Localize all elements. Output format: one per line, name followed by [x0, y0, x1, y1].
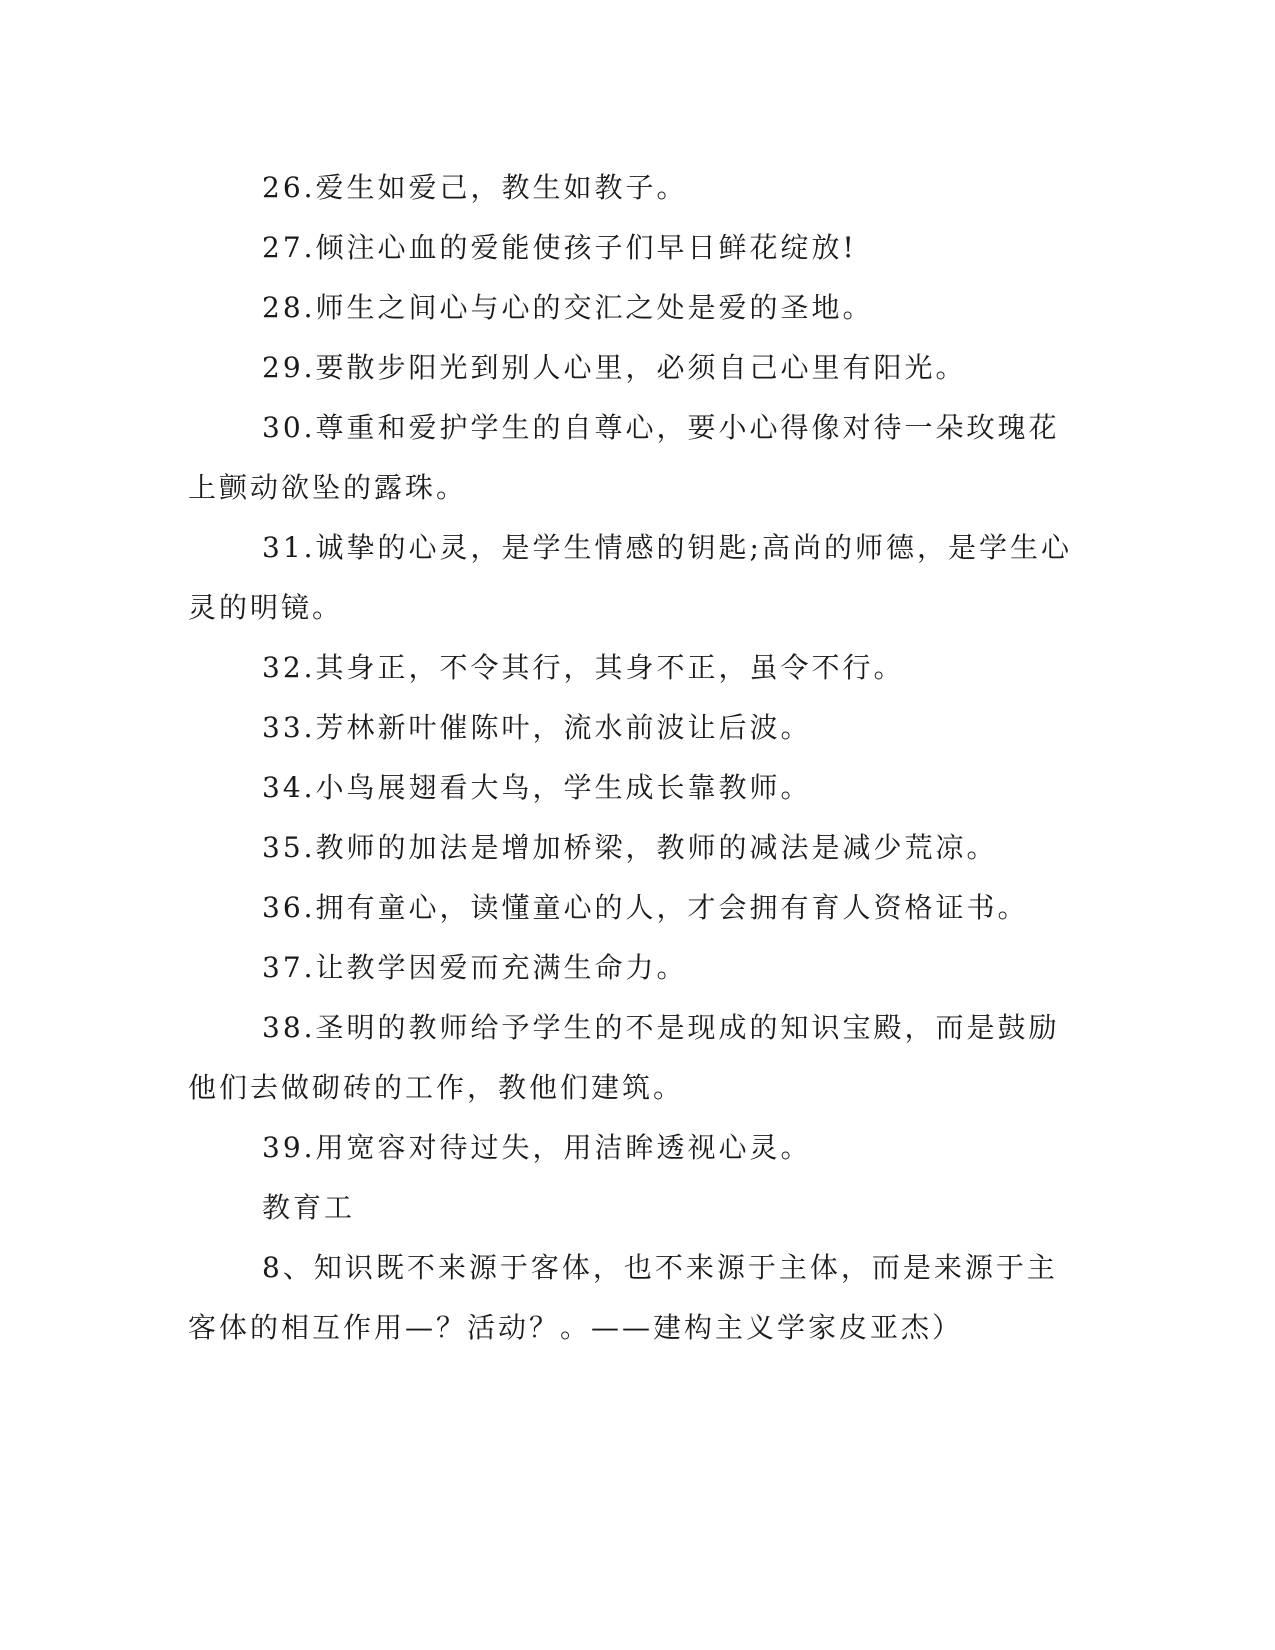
paragraph-36: 36.拥有童心，读懂童心的人，才会拥有育人资格证书。: [262, 891, 1029, 924]
paragraph-38: 38.圣明的教师给予学生的不是现成的知识宝殿，而是鼓励他们去做砌砖的工作，教他们建筑。: [188, 1011, 1060, 1104]
paragraph-34: 34.小鸟展翅看大鸟，学生成长靠教师。: [262, 771, 812, 804]
paragraph-26: 26.爱生如爱己，教生如教子。: [262, 171, 688, 204]
paragraph-33: 33.芳林新叶催陈叶，流水前波让后波。: [262, 711, 812, 744]
paragraph-28: 28.师生之间心与心的交汇之处是爱的圣地。: [262, 291, 874, 324]
paragraph-37: 37.让教学因爱而充满生命力。: [262, 951, 688, 984]
document-body: [188, 158, 1088, 1358]
paragraph-31: 31.诚挚的心灵，是学生情感的钥匙;高尚的师德，是学生心灵的明镜。: [188, 531, 1072, 624]
paragraph-39: 39.用宽容对待过失，用洁眸透视心灵。: [262, 1131, 812, 1164]
paragraph-35: 35.教师的加法是增加桥梁，教师的减法是减少荒凉。: [262, 831, 998, 864]
paragraph-29: 29.要散步阳光到别人心里，必须自己心里有阳光。: [262, 351, 967, 384]
paragraph-27: 27.倾注心血的爱能使孩子们早日鲜花绽放!: [262, 231, 857, 264]
paragraph-30: 30.尊重和爱护学生的自尊心，要小心得像对待一朵玫瑰花上颤动欲坠的露珠。: [188, 411, 1060, 504]
paragraph-quote-piaget: 8、知识既不来源于客体，也不来源于主体，而是来源于主客体的相互作用—？活动？。——建构主义学家皮亚杰）: [188, 1251, 1058, 1344]
paragraph-section-fragment: 教育工: [262, 1191, 356, 1224]
paragraph-32: 32.其身正，不令其行，其身不正，虽令不行。: [262, 651, 905, 684]
